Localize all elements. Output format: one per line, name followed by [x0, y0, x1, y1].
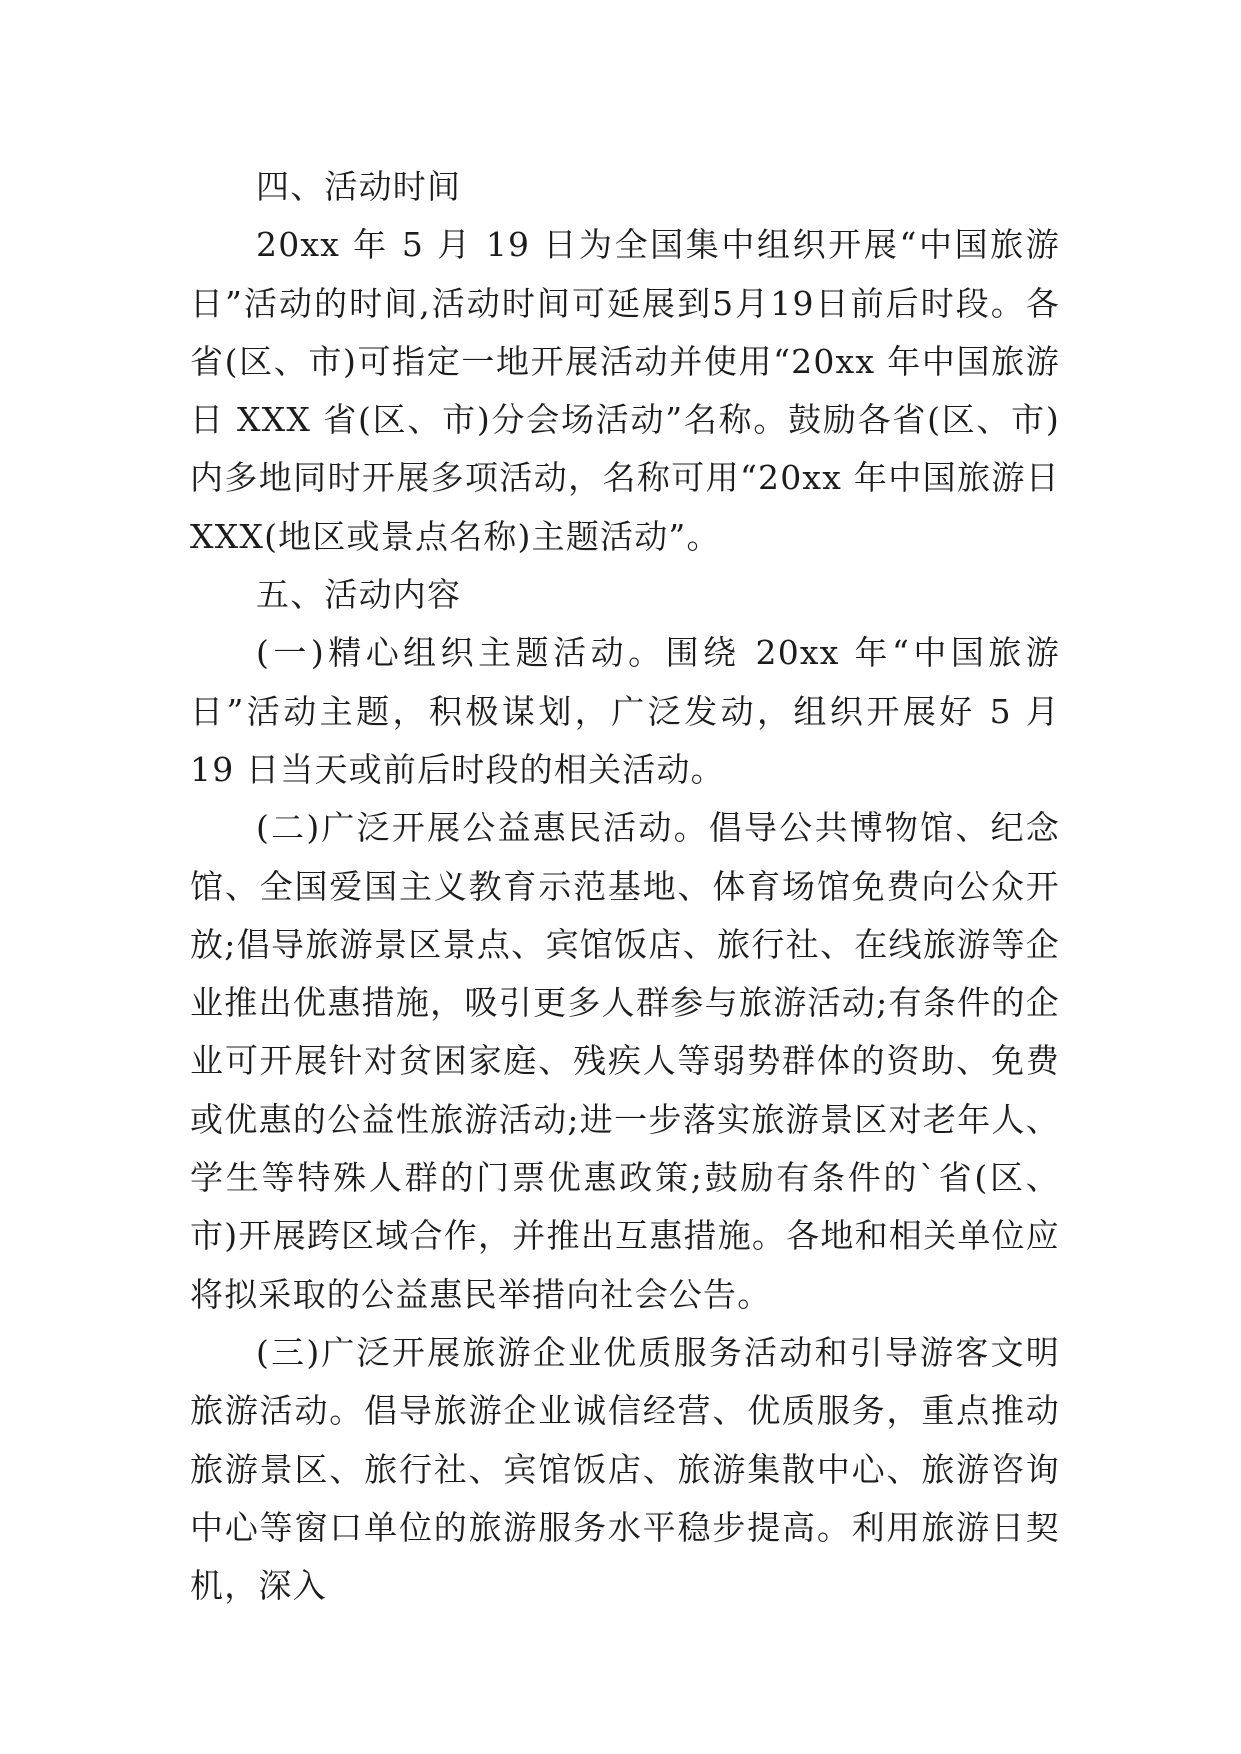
section-5-item-3: (三)广泛开展旅游企业优质服务活动和引导游客文明旅游活动。倡导旅游企业诚信经营、优质服务，重点推动旅游景区、旅行社、宾馆饭店、旅游集散中心、旅游咨询中心等窗口单位的旅游服务水平稳步提高。利用旅游日契机，深入: [190, 1332, 1060, 1606]
section-5-item-1: (一)精心组织主题活动。围绕 20xx 年“中国旅游日”活动主题，积极谋划，广泛发动，组织开展好 5 月 19 日当天或前后时段的相关活动。: [190, 633, 1060, 789]
section-5-heading: 五、活动内容: [256, 575, 462, 615]
section-4-heading: 四、活动时间: [256, 167, 462, 206]
section-4-paragraph: 20xx 年 5 月 19 日为全国集中组织开展“中国旅游日”活动的时间,活动时间可延展到5月19日前后时段。各省(区、市)可指定一地开展活动并使用“20xx 年中国旅游日 XXX 省(区、市)分会场活动”名称。鼓励各省(区、市)内多地同时开展多项活动，名称可用“20xx 年中国旅游日 XXX(地区或景点名称)主题活动”。: [190, 225, 1060, 556]
document-body: [190, 158, 1060, 1615]
section-5-item-2: (二)广泛开展公益惠民活动。倡导公共博物馆、纪念馆、全国爱国主义教育示范基地、体育场馆免费向公众开放;倡导旅游景区景点、宾馆饭店、旅行社、在线旅游等企业推出优惠措施，吸引更多人群参与旅游活动;有条件的企业可开展针对贫困家庭、残疾人等弱势群体的资助、免费或优惠的公益性旅游活动;进一步落实旅游景区对老年人、学生等特殊人群的门票优惠政策;鼓励有条件的`省(区、市)开展跨区域合作，并推出互惠措施。各地和相关单位应将拟采取的公益惠民举措向社会公告。: [190, 808, 1060, 1314]
